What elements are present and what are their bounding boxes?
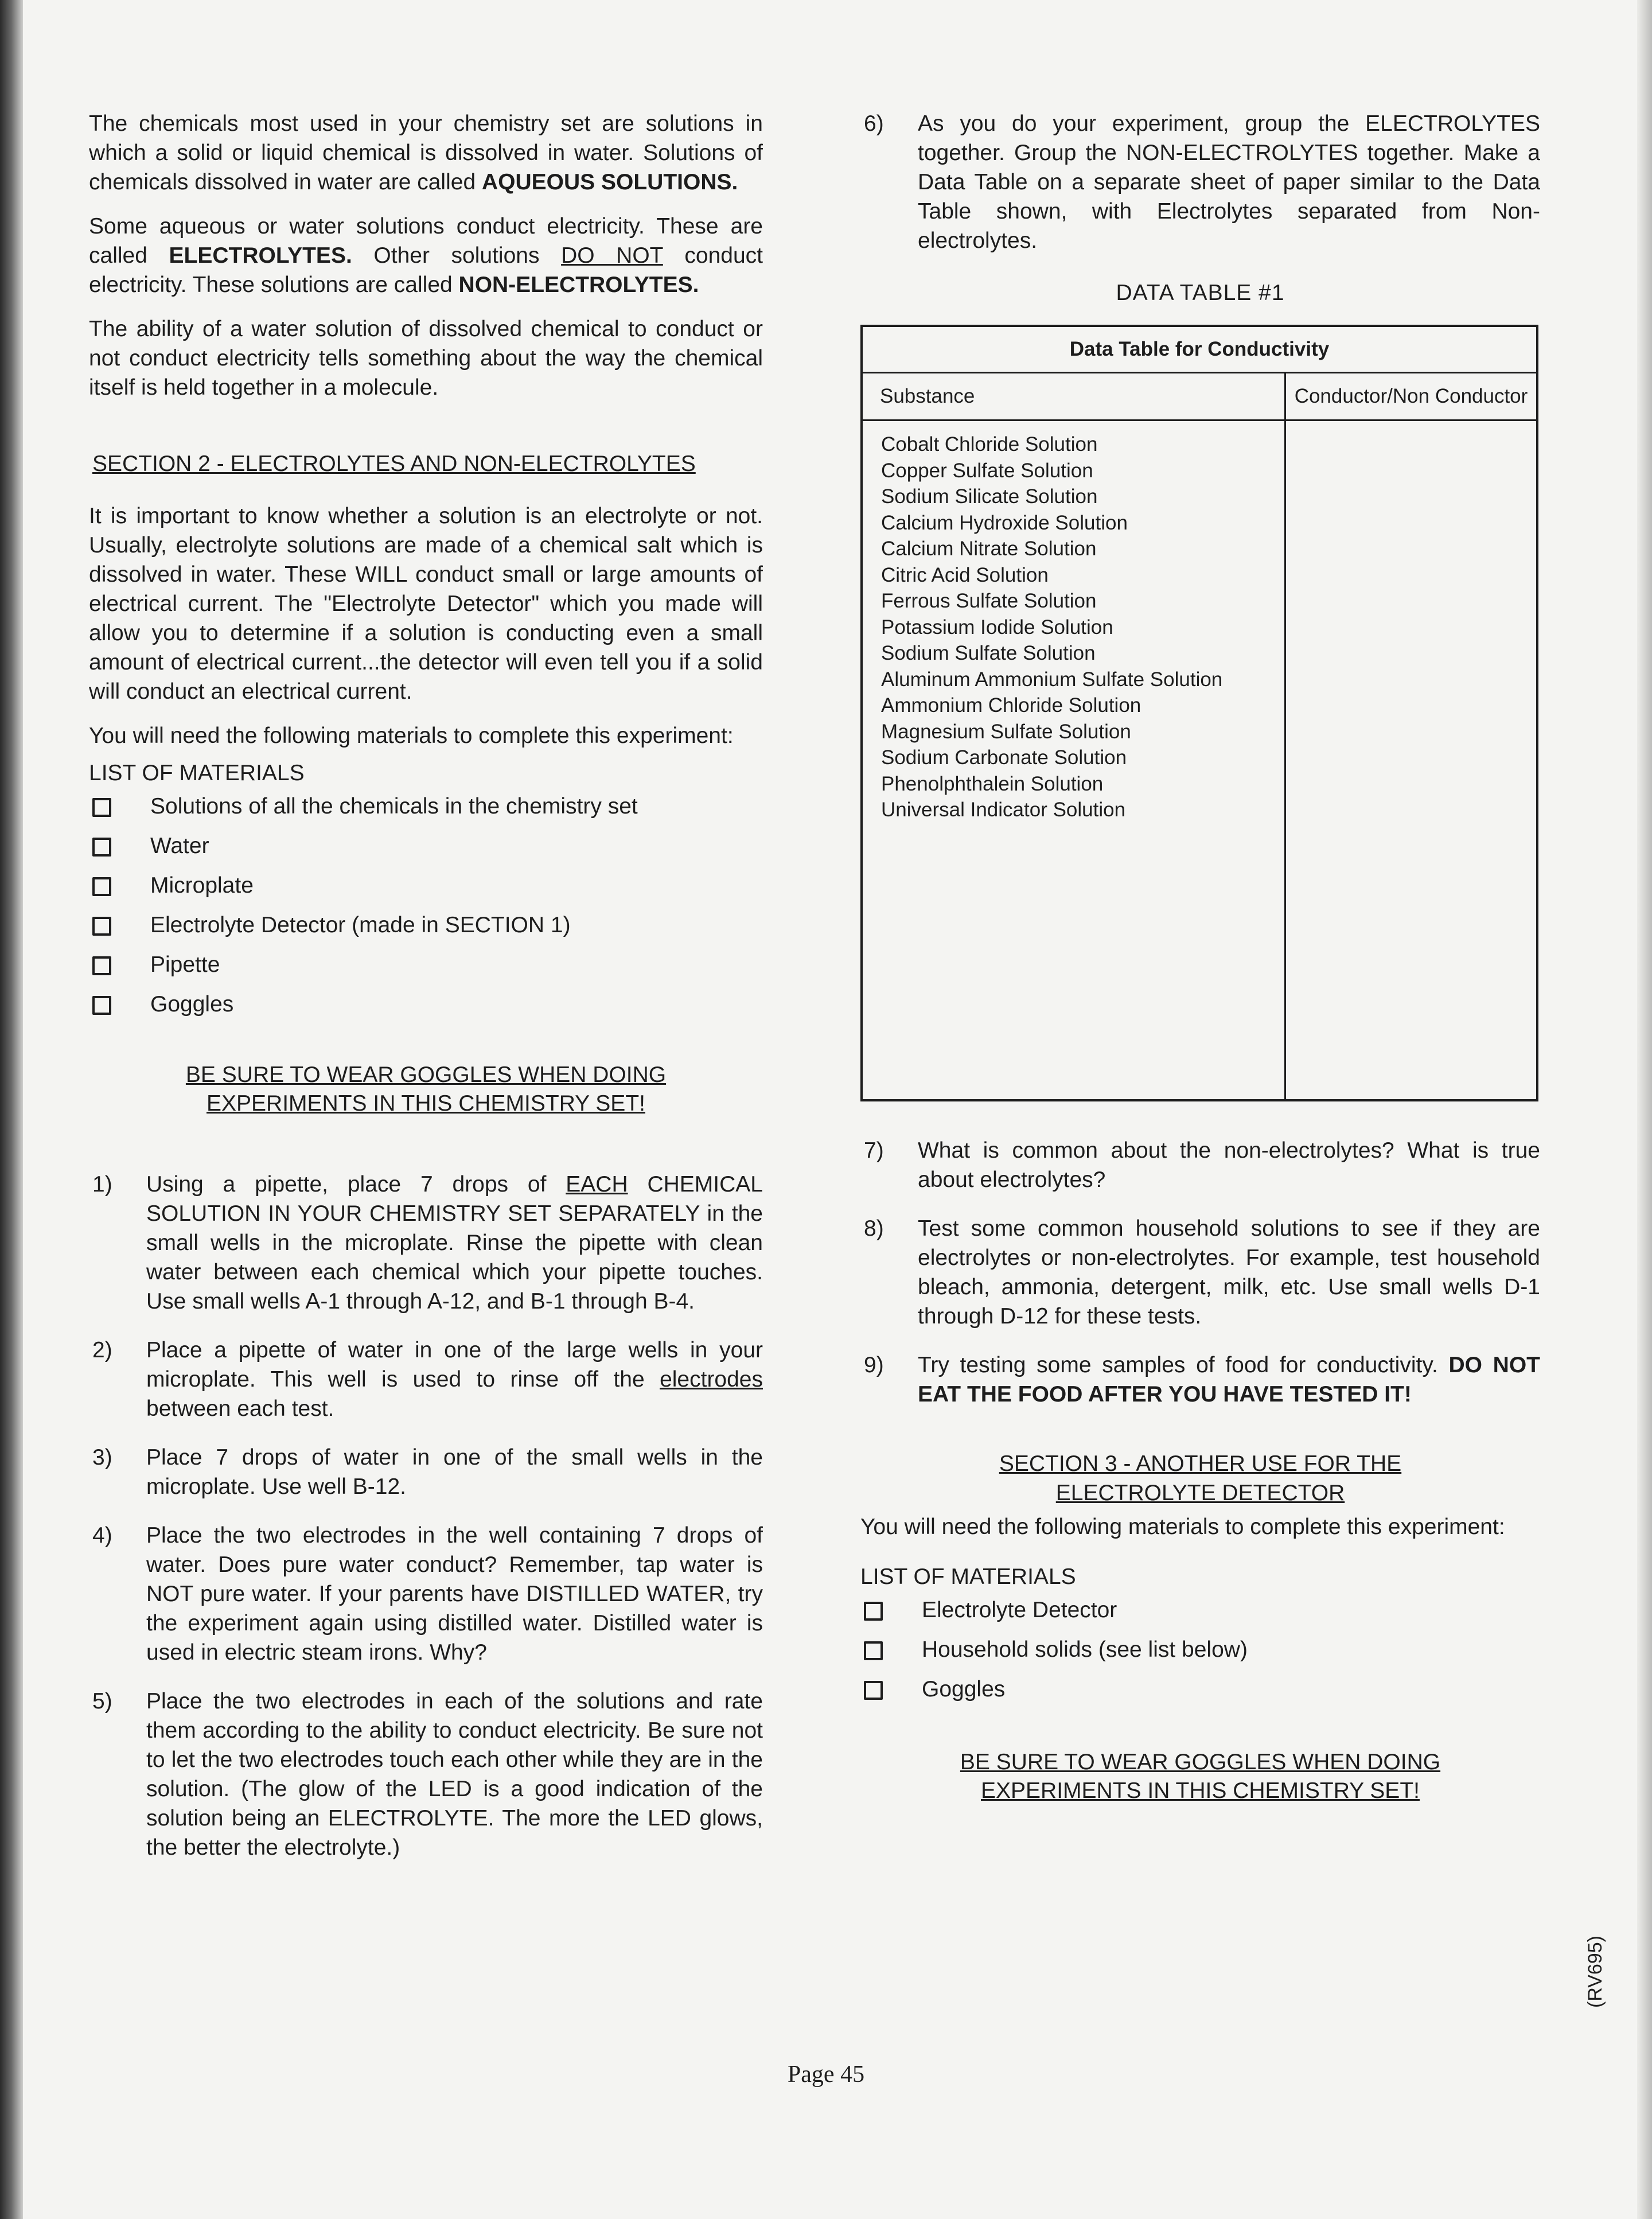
list-item: Electrolyte Detector [860,1591,1540,1631]
substance-item: Aluminum Ammonium Sulfate Solution [881,668,1223,691]
substance-item: Copper Sulfate Solution [881,459,1093,482]
step-3: 3) Place 7 drops of water in one of the small wells in the microplate. Use well B-12. [92,1445,763,1499]
data-table [860,325,1538,1101]
section-3-materials-list [860,1591,1540,1710]
page-binding-shadow [0,0,23,2219]
checkbox-icon [92,917,111,936]
step-4: 4) Place the two electrodes in the well containing 7 drops of water. Does pure water conduct? Remember, tap water is NOT pure water. If your parents have DISTILLED WATER, try the experiment again using distilled water. Distilled water is used in electric steam irons. Why? [92,1523,763,1665]
section-3-goggles-warning: BE SURE TO WEAR GOGGLES WHEN DOING EXPERIMENTS IN THIS CHEMISTRY SET! [960,1749,1441,1803]
steps-list-left [89,1170,763,1862]
materials-list [89,788,763,1025]
substance-item: Sodium Carbonate Solution [881,746,1127,769]
steps-list-right [860,1136,1540,1409]
list-item: Microplate [89,867,763,906]
section-2-paragraph: It is important to know whether a solution is an electrolyte or not. Usually, electrolyte solutions are made of a chemical salt which is dissolved in water. These WILL conduct small or large amounts of electrical current. The "Electrolyte Detector" which you made will allow you to determine if a solution is conducting even a small amount of electrical current...the detector will even tell you if a solid will conduct an electrical current. [89,504,763,704]
substance-item: Sodium Silicate Solution [881,485,1098,508]
step-8: 8) Test some common household solutions to see if they are electrolytes or non-electrolytes. For example, test household bleach, ammonia, detergent, milk, etc. Use small wells D-1 through D-12 for these tests. [864,1216,1540,1329]
substance-item: Potassium Iodide Solution [881,616,1113,639]
substance-item: Citric Acid Solution [881,563,1049,586]
intro-paragraph-2: Some aqueous or water solutions conduct electricity. These are called ELECTROLYTES. Other solutions DO NOT conduct electricity. These solutions are called NON-ELECTROLYTES. [89,214,763,297]
page-edge [1637,0,1652,2219]
substance-item: Calcium Nitrate Solution [881,538,1097,560]
conductor-cell [1285,421,1538,1100]
section-2-heading: SECTION 2 - ELECTROLYTES AND NON-ELECTROLYTES [92,451,696,476]
substance-cell [862,421,1285,1100]
section-3-list-heading: LIST OF MATERIALS [860,1564,1076,1589]
materials-intro: You will need the following materials to complete this experiment: [89,723,734,748]
product-code: (RV695) [1584,1936,1606,2008]
list-item: Pipette [89,946,763,986]
step-2: 2) Place a pipette of water in one of the large wells in your microplate. This well is used to rinse off the electrodes between each test. [92,1338,763,1421]
substance-item: Ferrous Sulfate Solution [881,590,1097,612]
column-header-conductor: Conductor/Non Conductor [1285,373,1538,421]
intro-paragraph-3: The ability of a water solution of dissolved chemical to conduct or not conduct electricity tells something about the way the chemical itself is held together in a molecule. [89,317,763,400]
list-item: Water [89,827,763,867]
list-item: Solutions of all the chemicals in the chemistry set [89,788,763,827]
intro-paragraph-1: The chemicals most used in your chemistry set are solutions in which a solid or liquid chemical is dissolved in water. Solutions of chemicals dissolved in water are called AQUEOUS SOLUTIONS. [89,111,763,194]
section-3-materials-intro: You will need the following materials to complete this experiment: [860,1514,1505,1539]
checkbox-icon [864,1602,883,1621]
section-3-heading: SECTION 3 - ANOTHER USE FOR THE ELECTROLYTE DETECTOR [999,1451,1402,1505]
checkbox-icon [92,798,111,817]
substance-item: Universal Indicator Solution [881,799,1126,821]
list-of-materials-heading: LIST OF MATERIALS [89,761,305,785]
substance-item: Cobalt Chloride Solution [881,433,1098,456]
checkbox-icon [92,838,111,857]
checkbox-icon [864,1641,883,1660]
step-9: 9) Try testing some samples of food for conductivity. DO NOT EAT THE FOOD AFTER YOU HAVE TESTED IT! [864,1352,1540,1407]
page-number: Page 45 [787,2061,865,2088]
step-5: 5) Place the two electrodes in each of the solutions and rate them according to the ability to conduct electricity. Be sure not to let the two electrodes touch each other while they are in the solution. (The glow of the LED is a good indication of the solution being an ELECTROLYTE. The more the LED glows, the better the electrolyte.) [92,1689,763,1860]
substance-item: Magnesium Sulfate Solution [881,720,1131,743]
substance-item: Calcium Hydroxide Solution [881,511,1128,534]
substance-item: Ammonium Chloride Solution [881,694,1141,717]
step-1: 1) Using a pipette, place 7 drops of EACH CHEMICAL SOLUTION IN YOUR CHEMISTRY SET SEPARATELY in the small wells in the microplate. Rinse the pipette with clean water between each chemical which your pipette touches. Use small wells A-1 through A-12, and B-1 through B-4. [92,1172,763,1314]
step-6: 6) As you do your experiment, group the ELECTROLYTES together. Group the NON-ELECTROLYTES together. Make a Data Table on a separate sheet of paper similar to the Data Table shown, with Electrolytes separated from Non-electrolytes. [864,111,1540,253]
list-item: Goggles [89,986,763,1025]
goggles-warning: BE SURE TO WEAR GOGGLES WHEN DOING EXPERIMENTS IN THIS CHEMISTRY SET! [185,1062,667,1116]
checkbox-icon [864,1681,883,1700]
data-table-caption: DATA TABLE #1 [1116,281,1285,305]
list-item: Electrolyte Detector (made in SECTION 1) [89,906,763,946]
checkbox-icon [92,877,111,896]
list-item: Household solids (see list below) [860,1631,1540,1671]
checkbox-icon [92,956,111,975]
substance-item: Sodium Sulfate Solution [881,642,1096,664]
step-7: 7) What is common about the non-electrolytes? What is true about electrolytes? [864,1138,1540,1192]
right-column [860,109,1540,1857]
column-header-substance: Substance [862,373,1285,421]
substance-list [863,421,1284,823]
substance-item: Phenolphthalein Solution [881,772,1104,795]
left-column [89,109,763,1882]
step-6-list [860,109,1540,255]
list-item: Goggles [860,1671,1540,1710]
data-table-title: Data Table for Conductivity [862,326,1537,373]
checkbox-icon [92,996,111,1015]
